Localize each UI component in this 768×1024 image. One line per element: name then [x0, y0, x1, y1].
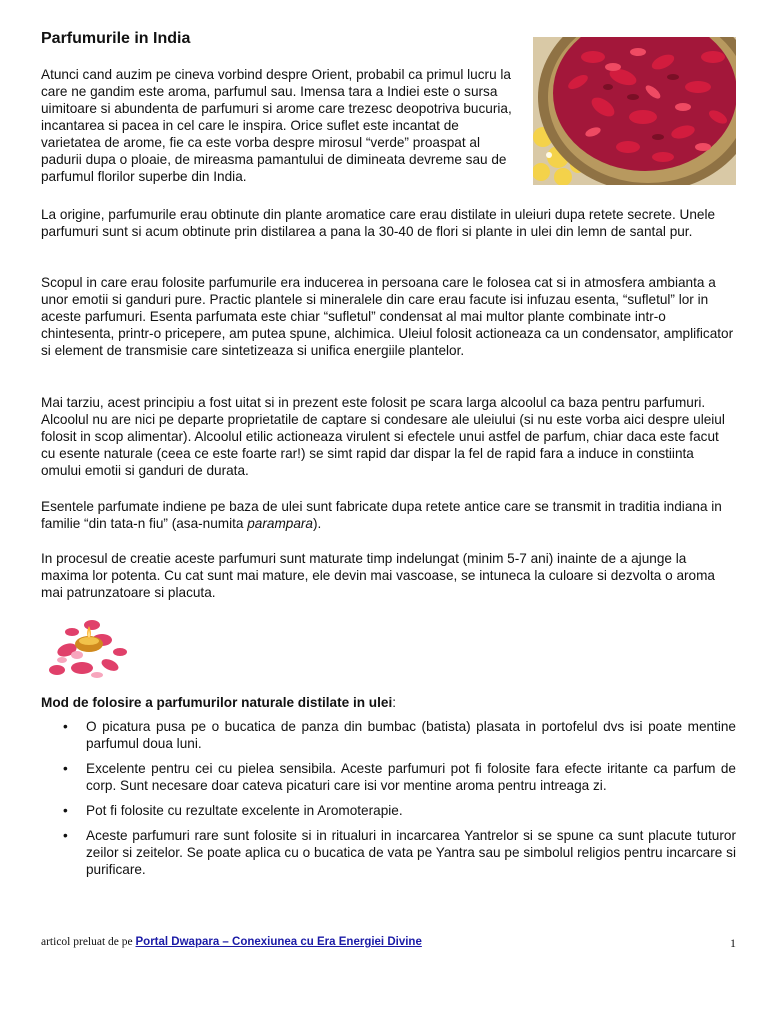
- bullet-icon: •: [63, 719, 68, 734]
- portal-dwapara-link[interactable]: Portal Dwapara – Conexiunea cu Era Energiei Divine: [135, 936, 422, 948]
- list-item: [41, 802, 736, 819]
- petals-lamp-image: [42, 610, 132, 688]
- list-item-text: Pot fi folosite cu rezultate excelente in Aromoterapie.: [86, 803, 403, 818]
- bullet-icon: •: [63, 761, 68, 776]
- rose-petals-bowl-image: [533, 37, 736, 185]
- paragraph-purpose: Scopul in care erau folosite parfumurile era inducerea in persoana care le folosea cat si in atmosfera ambianta a unor emotii si ganduri pure. Practic plantele si mineralele din care erau facute isi infuzau esenta, “sufletul” lor in aceste parfumuri. Esenta parfumata este chiar “sufletul” condensat al mai multor plante combinate intr-o chintesenta, printr-o pricepere, am putea spune, alchimica. Uleiul folosit actioneaza ca un condensator, amplificator si element de transmisie care sintetizeaza si unifica energiile plantelor.: [41, 275, 734, 358]
- list-item: [41, 718, 736, 752]
- page-number: 1: [730, 936, 736, 950]
- usage-list: [41, 718, 736, 886]
- tradition-text: Esentele parfumate indiene pe baza de ulei sunt fabricate dupa retete antice care se transmit in traditia indiana in familie “din tata-n fiu” (asa-numita: [41, 499, 722, 531]
- footer-prefix: articol preluat de pe: [41, 936, 136, 948]
- diya-petals-icon: [42, 610, 132, 688]
- list-item-text: O picatura pusa pe o bucatica de panza din bumbac (batista) plasata in portofelul dvs isi poate mentine parfumul doua luni.: [86, 719, 736, 751]
- list-item-text: Excelente pentru cei cu pielea sensibila. Aceste parfumuri pot fi folosite fara efecte iritante ca parfum de corp. Sunt necesare doar cateva picaturi care isi vor mentine aroma pentru intreaga zi.: [86, 761, 736, 793]
- paragraph-intro: Atunci cand auzim pe cineva vorbind despre Orient, probabil ca primul lucru la care ne gandim este aroma, parfumul sau. Imensa tara a Indiei este o sursa uimitoare si abundenta de parfumuri si arome care trezesc deopotriva bucuria, incantarea si pacea in cel care le inspira. Orice suflet este incantat de varietatea de arome, fie ca este vorba despre mirosul “verde” proaspat al padurii dupa o ploaie, de mireasma pamantului de dimineata devreme sau de parfumul florilor superbe din India.: [41, 67, 512, 184]
- bullet-icon: •: [63, 803, 68, 818]
- paragraph-origin: La origine, parfumurile erau obtinute din plante aromatice care erau distilate in uleiuri dupa retete secrete. Unele parfumuri sunt si acum obtinute prin distilarea a pana la 30-40 de flori si plante in ulei din lemn de santal pur.: [41, 207, 716, 239]
- usage-heading-colon: :: [392, 695, 397, 710]
- list-item: [41, 760, 736, 794]
- paragraph-maturation: In procesul de creatie aceste parfumuri sunt maturate timp indelungat (minim 5-7 ani) inainte de a ajunge la maxima lor potenta. Cu cat sunt mai mature, ele devin mai vascoase, se intuneca la culoare si dezvolta o aroma mai patrunzatoare si placuta.: [41, 551, 715, 600]
- page-footer: [41, 936, 736, 948]
- list-item-text: Aceste parfumuri rare sunt folosite si in ritualuri in incarcarea Yantrelor si se spune ca sunt placute tuturor zeilor si zeitelor. Se poate aplica cu o bucatica de vata pe Yantra sau pe simbolul religios pentru incarcare si purificare.: [86, 828, 736, 877]
- usage-heading: [41, 694, 396, 711]
- list-item: [41, 827, 736, 878]
- rose-petals-bowl-icon: [533, 37, 736, 185]
- page-title: Parfumurile in India: [41, 30, 191, 47]
- paragraph-alcohol: Mai tarziu, acest principiu a fost uitat si in prezent este folosit pe scara larga alcoolul ca baza pentru parfumuri. Alcoolul nu are nici pe departe proprietatile de captare si condesare ale uleiului (si nu este vorba aici despre uleiul folosit in scop alimentar). Alcoolul etilic actioneaza virulent si efectele unui astfel de parfum, chiar daca este facut cu esente naturale (ceea ce este foarte rar!) se simt rapid dar dispar la fel de rapid fara a induce in constiinta omului emotii si ganduri de durata.: [41, 395, 725, 478]
- bullet-icon: •: [63, 828, 68, 843]
- usage-heading-text: Mod de folosire a parfumurilor naturale distilate in ulei: [41, 695, 393, 710]
- tradition-end: ).: [313, 516, 322, 531]
- parampara-term: parampara: [247, 516, 313, 531]
- paragraph-tradition: [41, 498, 736, 532]
